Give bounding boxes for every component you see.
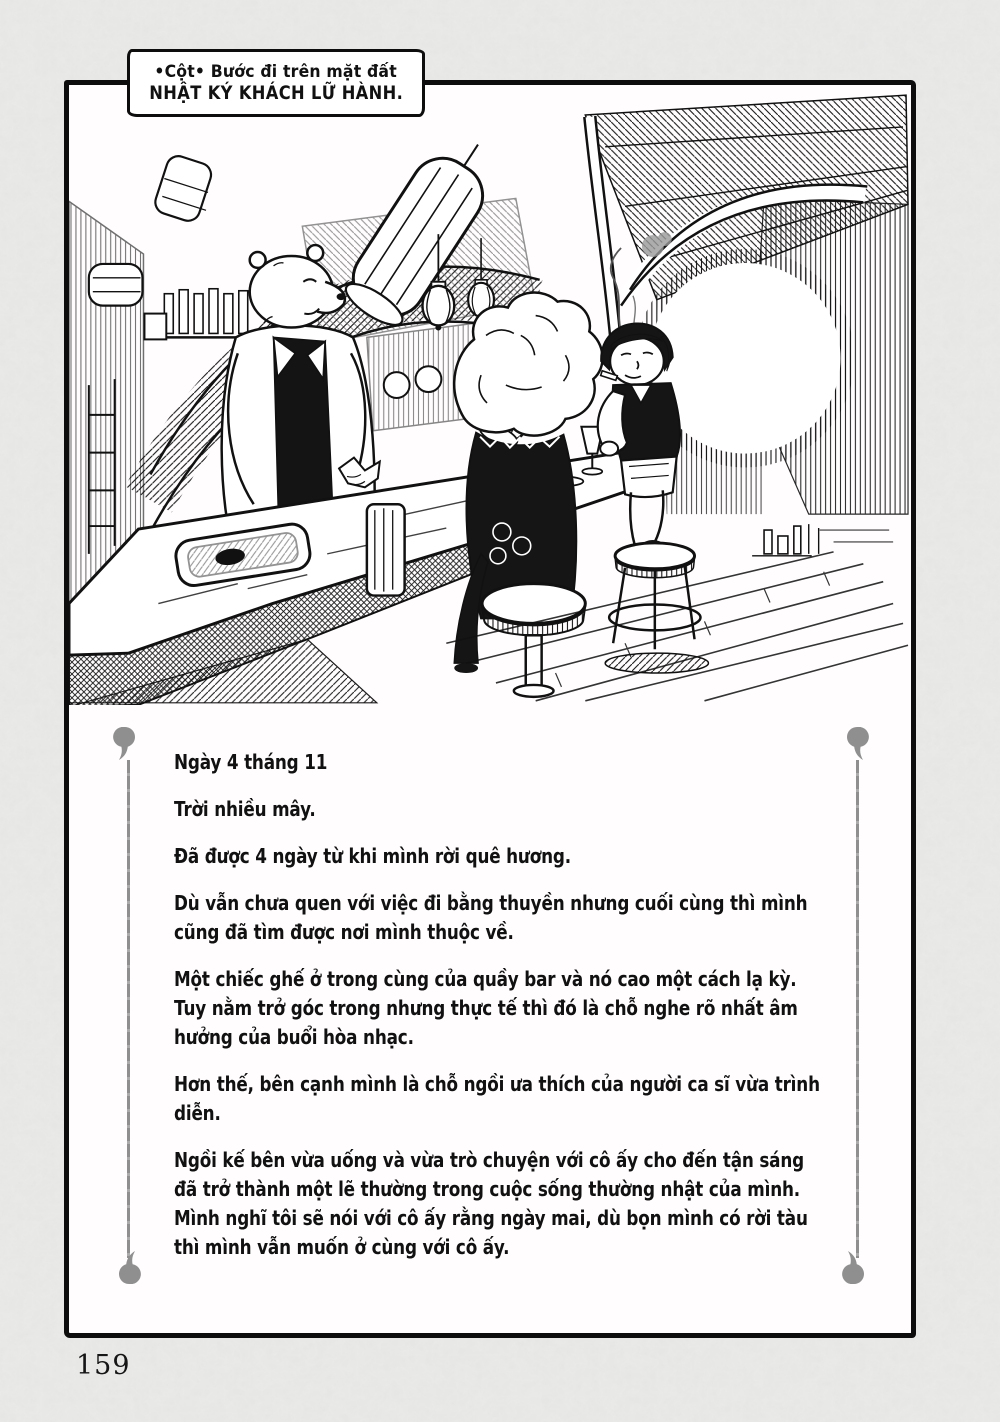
cocktail-shaker (367, 504, 405, 595)
diary-line: thì mình vẫn muốn ở cùng với cô ấy. (174, 1235, 510, 1259)
diary-line: Tuy nằm trở góc trong nhưng thực tế thì đó là chỗ nghe rõ nhất âm (174, 996, 798, 1020)
diary-line: Một chiếc ghế ở trong cùng của quầy bar và nó cao một cách lạ kỳ. (174, 967, 797, 991)
diary-rule-right (856, 760, 859, 1258)
diary-line: Đã được 4 ngày từ khi mình rời quê hương. (174, 844, 571, 868)
diary-line: Hơn thế, bên cạnh mình là chỗ ngồi ưa thích của người ca sĩ vừa trình (174, 1072, 820, 1096)
diary-line: Dù vẫn chưa quen với việc đi bằng thuyền nhưng cuối cùng thì mình (174, 891, 808, 915)
diary-line: cũng đã tìm được nơi mình thuộc về. (174, 920, 514, 944)
diary-line: đã trở thành một lẽ thường trong cuộc sống thường nhật của mình. (174, 1177, 800, 1201)
diary-line: Mình nghĩ tôi sẽ nói với cô ấy rằng ngày mai, dù bọn mình có rời tàu (174, 1206, 808, 1230)
diary-paragraph (174, 1070, 854, 1128)
diary-line: Ngồi kế bên vừa uống và vừa trò chuyện với cô ấy cho đến tận sáng (174, 1148, 804, 1172)
caption-line-1: •Cột• Bước đi trên mặt đất (154, 62, 398, 81)
diary-paragraph (174, 748, 854, 777)
diary-rule-left (127, 760, 130, 1258)
diary-paragraph (174, 842, 854, 871)
diary-line: Trời nhiều mây. (174, 797, 316, 821)
pin-icon (844, 727, 870, 761)
diary-line: hưởng của buổi hòa nhạc. (174, 1025, 414, 1049)
pin-icon (116, 1250, 142, 1284)
diary-text (174, 748, 854, 1280)
round-cushion-stool (482, 584, 585, 697)
pin-icon (841, 1250, 867, 1284)
diary-paragraph (174, 965, 854, 1052)
diary-line: Ngày 4 tháng 11 (174, 750, 328, 774)
bar-stool-with-footring (605, 543, 708, 673)
diary-line: diễn. (174, 1101, 221, 1125)
caption-line-2: NHẬT KÝ KHÁCH LỮ HÀNH. (149, 83, 403, 104)
diary-paragraph (174, 795, 854, 824)
page-number: 159 (76, 1350, 131, 1381)
pin-icon (112, 727, 138, 761)
chapter-caption-box (127, 49, 425, 117)
illustration-bar-scene (69, 85, 911, 705)
small-bottles (752, 524, 819, 556)
diary-paragraph (174, 889, 854, 947)
diary-paragraph (174, 1146, 854, 1262)
